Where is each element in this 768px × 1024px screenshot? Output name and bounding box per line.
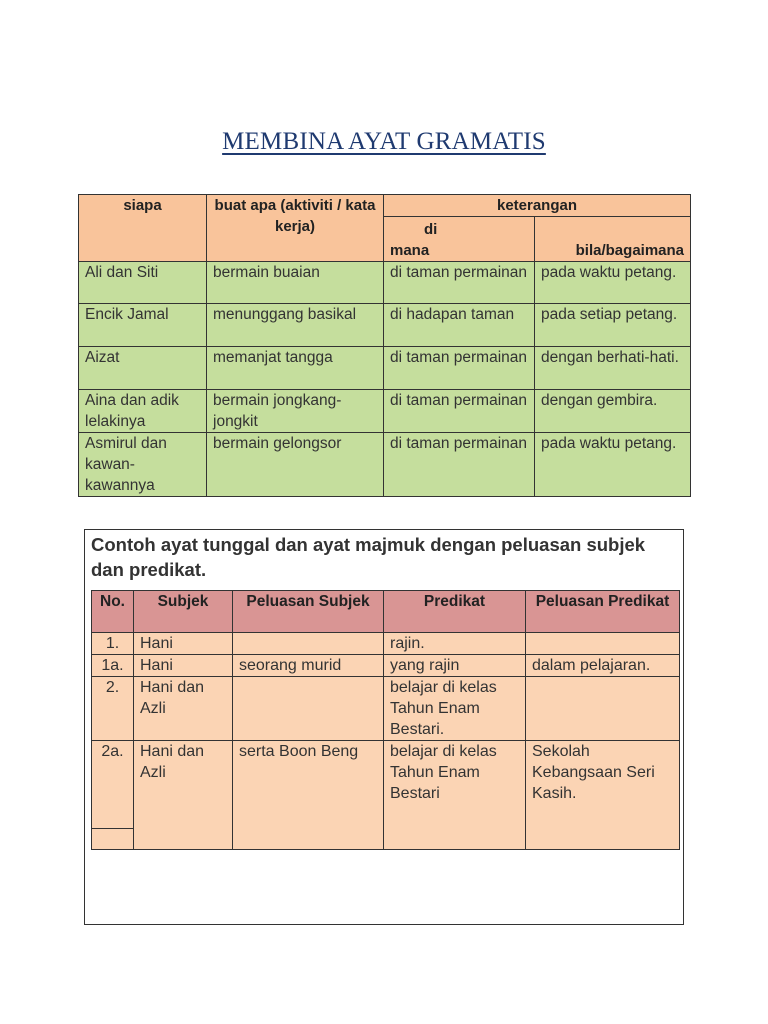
header-di-top: di — [424, 221, 438, 238]
cell-bila: pada setiap petang. — [535, 304, 691, 347]
activity-table — [78, 194, 691, 497]
table-row — [79, 390, 691, 433]
header-subjek: Subjek — [134, 591, 233, 633]
cell-di: di hadapan taman — [384, 304, 535, 347]
box-heading: Contoh ayat tunggal dan ayat majmuk dengan peluasan subjek dan predikat. — [91, 534, 646, 580]
cell-peluasan-predikat — [526, 677, 680, 741]
header-predikat: Predikat — [384, 591, 526, 633]
cell-buat: bermain buaian — [207, 262, 384, 304]
cell-predikat: belajar di kelas Tahun Enam Bestari. — [384, 677, 526, 741]
table-row — [92, 741, 680, 850]
cell-predikat: yang rajin — [384, 655, 526, 677]
header-buat-apa: buat apa (aktiviti / kata kerja) — [207, 195, 384, 262]
header-di-mana-text: mana — [390, 242, 430, 259]
no-divider — [92, 828, 133, 829]
header-peluasan-predikat: Peluasan Predikat — [526, 591, 680, 633]
cell-bila: dengan berhati-hati. — [535, 347, 691, 390]
cell-buat: bermain jongkang-jongkit — [207, 390, 384, 433]
cell-bila: pada waktu petang. — [535, 262, 691, 304]
table-row — [79, 262, 691, 304]
cell-subjek: Hani — [134, 633, 233, 655]
cell-peluasan-predikat: dalam pelajaran. — [526, 655, 680, 677]
header-siapa: siapa — [79, 195, 207, 262]
page-title: MEMBINA AYAT GRAMATIS — [222, 128, 546, 155]
example-box — [84, 529, 684, 925]
header-bila: bila/bagaimana — [535, 217, 691, 262]
cell-buat: memanjat tangga — [207, 347, 384, 390]
cell-predikat: rajin. — [384, 633, 526, 655]
cell-subjek: Hani dan Azli — [134, 677, 233, 741]
cell-siapa: Aina dan adik lelakinya — [79, 390, 207, 433]
header-keterangan: keterangan — [384, 195, 691, 217]
header-no: No. — [92, 591, 134, 633]
cell-di: di taman permainan — [384, 347, 535, 390]
cell-di: di taman permainan — [384, 390, 535, 433]
cell-no: 1. — [92, 633, 134, 655]
cell-peluasan-predikat: Sekolah Kebangsaan Seri Kasih. — [526, 741, 680, 850]
cell-siapa: Encik Jamal — [79, 304, 207, 347]
sentence-table — [91, 590, 680, 850]
table-row — [92, 677, 680, 741]
cell-no — [92, 741, 134, 850]
cell-buat: bermain gelongsor — [207, 433, 384, 497]
cell-siapa: Asmirul dan kawan-kawannya — [79, 433, 207, 497]
header-peluasan-subjek: Peluasan Subjek — [233, 591, 384, 633]
cell-peluasan-subjek: serta Boon Beng — [233, 741, 384, 850]
cell-subjek: Hani dan Azli — [134, 741, 233, 850]
cell-predikat: belajar di kelas Tahun Enam Bestari — [384, 741, 526, 850]
cell-siapa: Aizat — [79, 347, 207, 390]
table-row — [79, 304, 691, 347]
header-di-mana — [384, 217, 535, 262]
cell-no: 1a. — [92, 655, 134, 677]
cell-no: 2. — [92, 677, 134, 741]
cell-peluasan-subjek: seorang murid — [233, 655, 384, 677]
cell-peluasan-subjek — [233, 677, 384, 741]
cell-bila: pada waktu petang. — [535, 433, 691, 497]
table-row — [92, 655, 680, 677]
table-row — [92, 633, 680, 655]
cell-di: di taman permainan — [384, 262, 535, 304]
cell-bila: dengan gembira. — [535, 390, 691, 433]
cell-peluasan-subjek — [233, 633, 384, 655]
cell-no-text: 2a. — [101, 743, 124, 760]
cell-peluasan-predikat — [526, 633, 680, 655]
table-row — [79, 433, 691, 497]
table-row — [79, 347, 691, 390]
cell-di: di taman permainan — [384, 433, 535, 497]
cell-subjek: Hani — [134, 655, 233, 677]
cell-buat: menunggang basikal — [207, 304, 384, 347]
cell-siapa: Ali dan Siti — [79, 262, 207, 304]
